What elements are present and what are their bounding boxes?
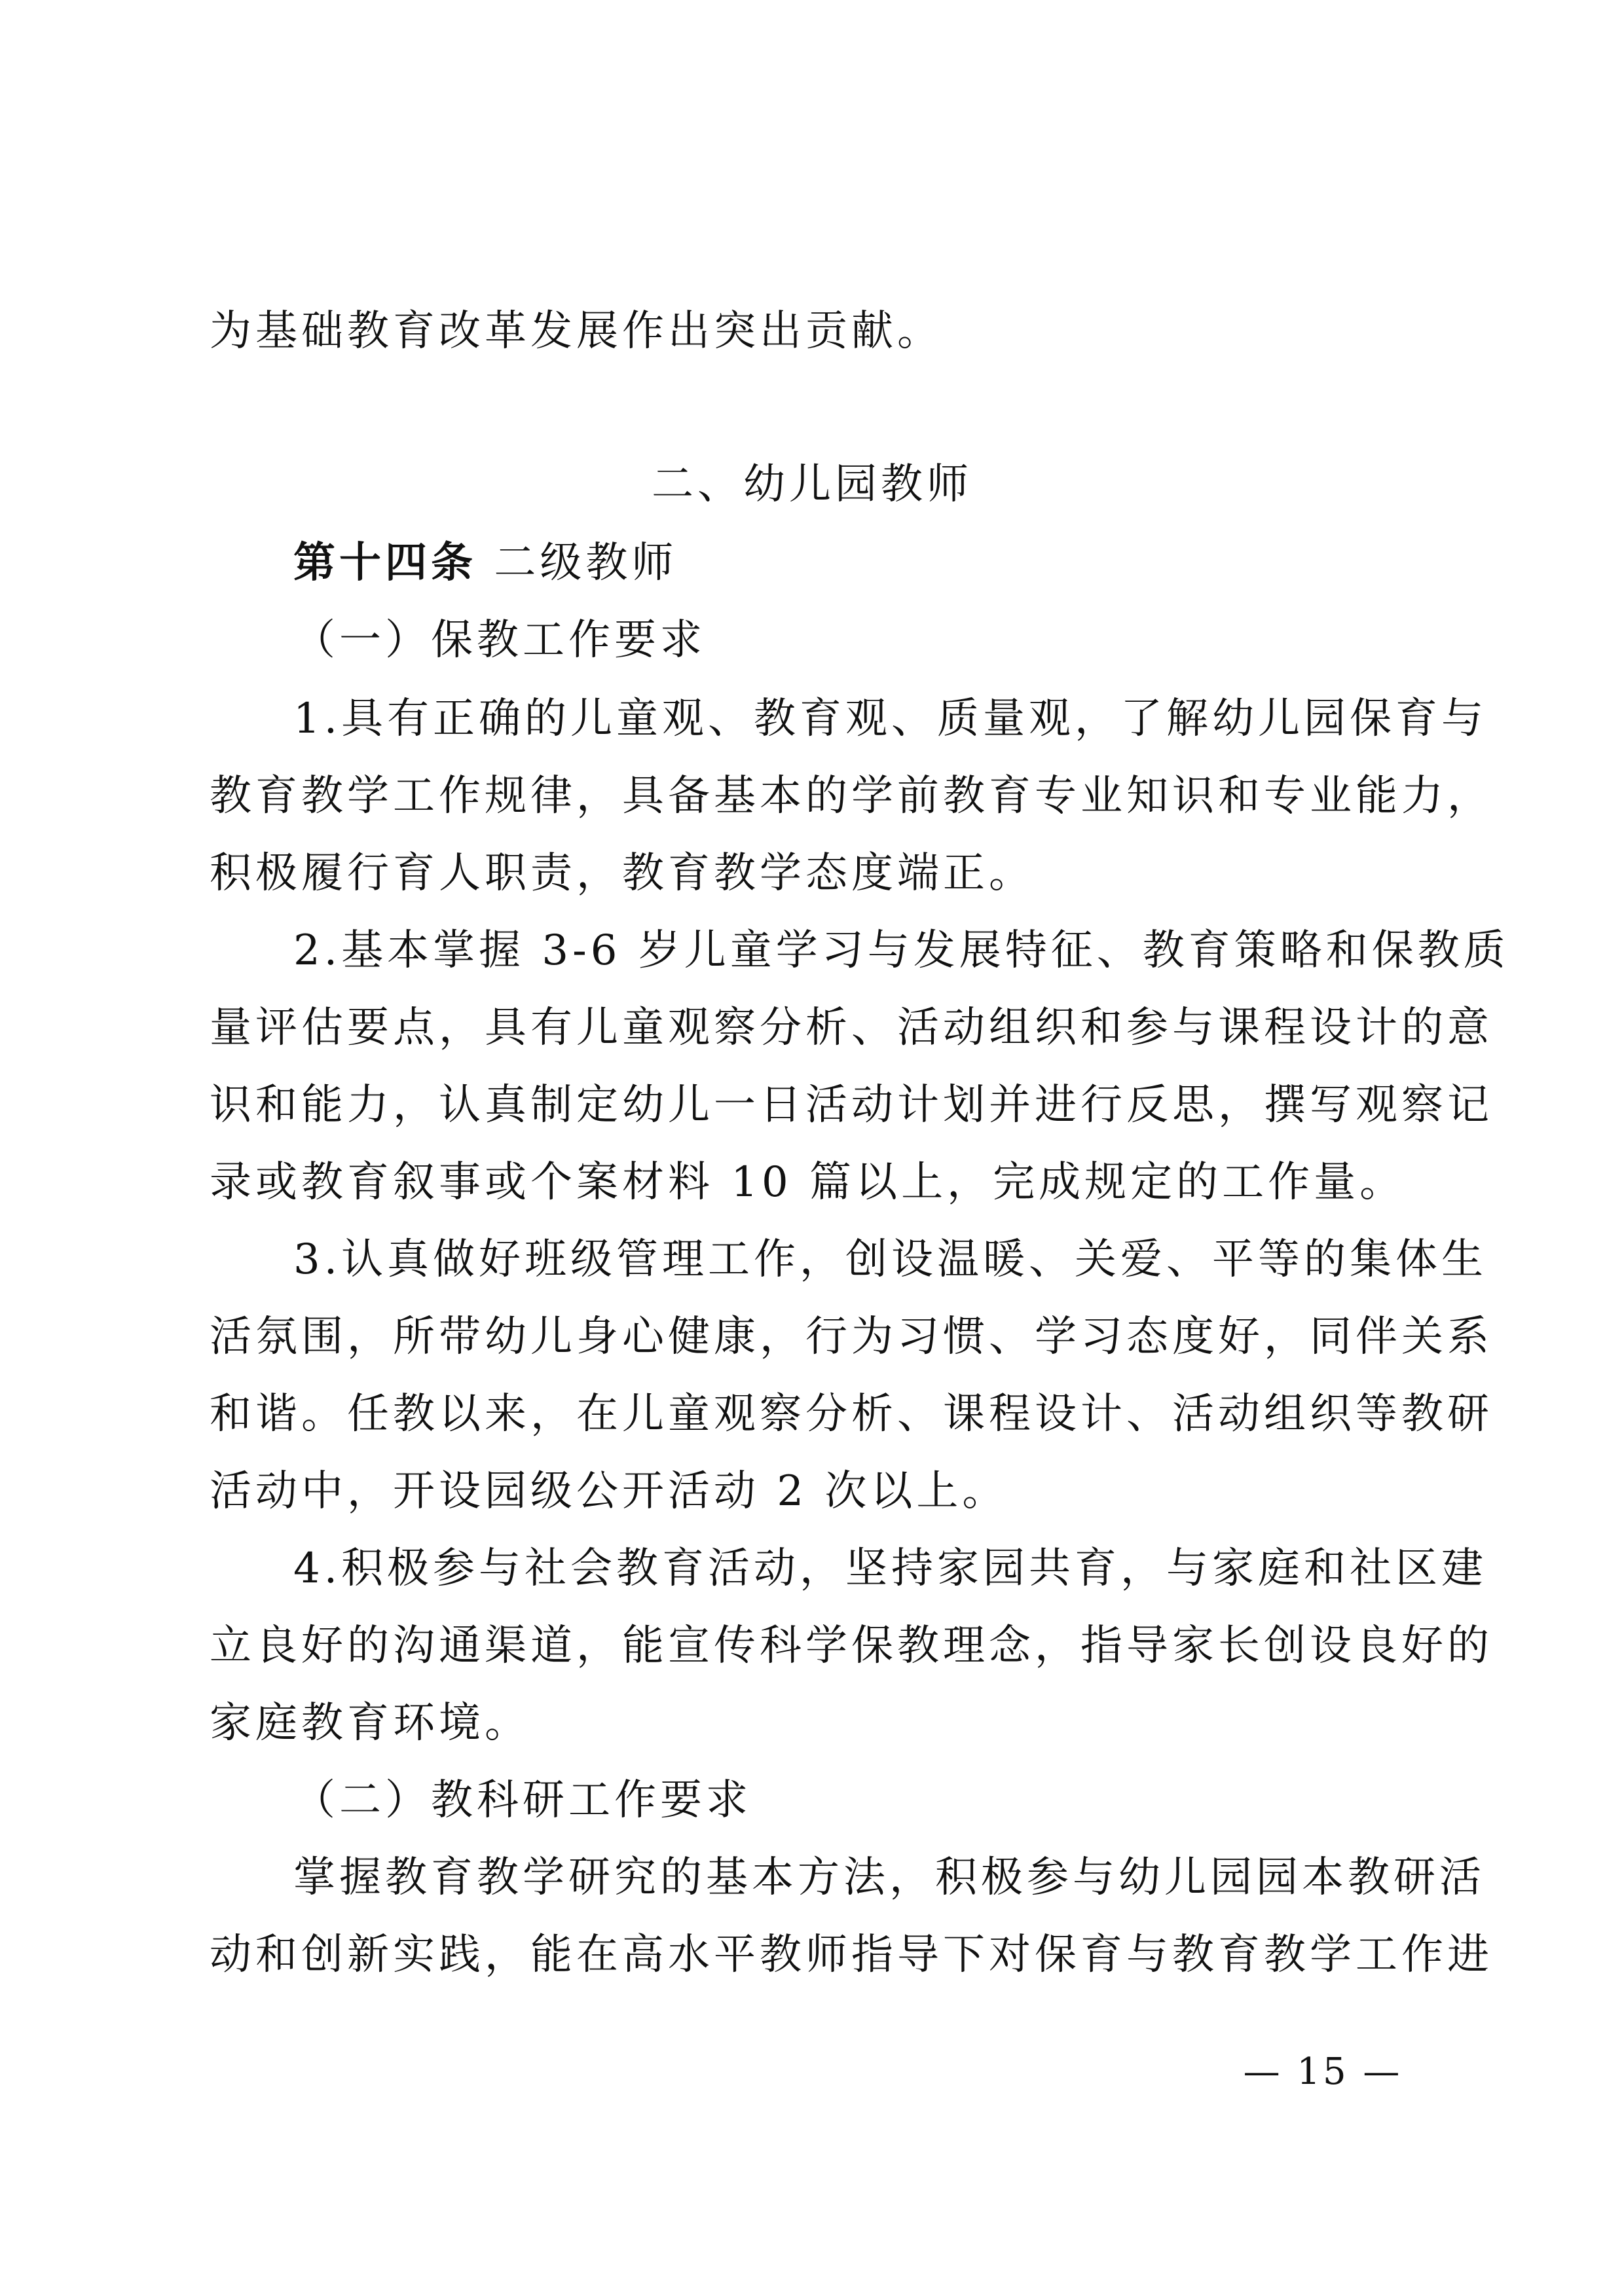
section-title: 二、幼儿园教师 bbox=[652, 460, 972, 509]
text-line: 识和能力，认真制定幼儿一日活动计划并进行反思，撰写观察记 bbox=[210, 1081, 1493, 1129]
article-label: 第十四条 bbox=[293, 538, 477, 587]
text-line: 和谐。任教以来，在儿童观察分析、课程设计、活动组织等教研 bbox=[210, 1390, 1493, 1438]
page-number: — 15 — bbox=[1243, 2050, 1403, 2093]
text-line: 立良好的沟通渠道，能宣传科学保教理念，指导家长创设良好的 bbox=[210, 1622, 1493, 1670]
article-heading bbox=[293, 537, 1421, 589]
article-title: 二级教师 bbox=[494, 539, 678, 587]
text-line: 活氛围，所带幼儿身心健康，行为习惯、学习态度好，同伴关系 bbox=[210, 1313, 1493, 1361]
text-line: 活动中，开设园级公开活动 2 次以上。 bbox=[210, 1467, 1008, 1516]
text-line: 录或教育叙事或个案材料 10 篇以上，完成规定的工作量。 bbox=[210, 1158, 1406, 1207]
subsection-title: （一）保教工作要求 bbox=[293, 616, 706, 665]
text-line: 3.认真做好班级管理工作，创设温暖、关爱、平等的集体生 bbox=[293, 1235, 1488, 1284]
text-line: 动和创新实践，能在高水平教师指导下对保育与教育教学工作进 bbox=[210, 1931, 1493, 1979]
article-spacer bbox=[477, 539, 494, 587]
text-line: 4.积极参与社会教育活动，坚持家园共育，与家庭和社区建 bbox=[293, 1544, 1488, 1593]
subsection-title: （二）教科研工作要求 bbox=[293, 1776, 752, 1825]
text-line: 教育教学工作规律，具备基本的学前教育专业知识和专业能力， bbox=[210, 772, 1493, 820]
text-line: 量评估要点，具有儿童观察分析、活动组织和参与课程设计的意 bbox=[210, 1004, 1493, 1052]
text-line: 掌握教育教学研究的基本方法，积极参与幼儿园园本教研活 bbox=[293, 1853, 1485, 1902]
text-line: 1.具有正确的儿童观、教育观、质量观，了解幼儿园保育与 bbox=[293, 695, 1488, 743]
text-line: 积极履行育人职责，教育教学态度端正。 bbox=[210, 849, 1035, 898]
text-line: 2.基本掌握 3-6 岁儿童学习与发展特征、教育策略和保教质 bbox=[293, 926, 1509, 975]
text-line: 家庭教育环境。 bbox=[210, 1699, 530, 1747]
text-line: 为基础教育改革发展作出突出贡献。 bbox=[210, 307, 943, 355]
